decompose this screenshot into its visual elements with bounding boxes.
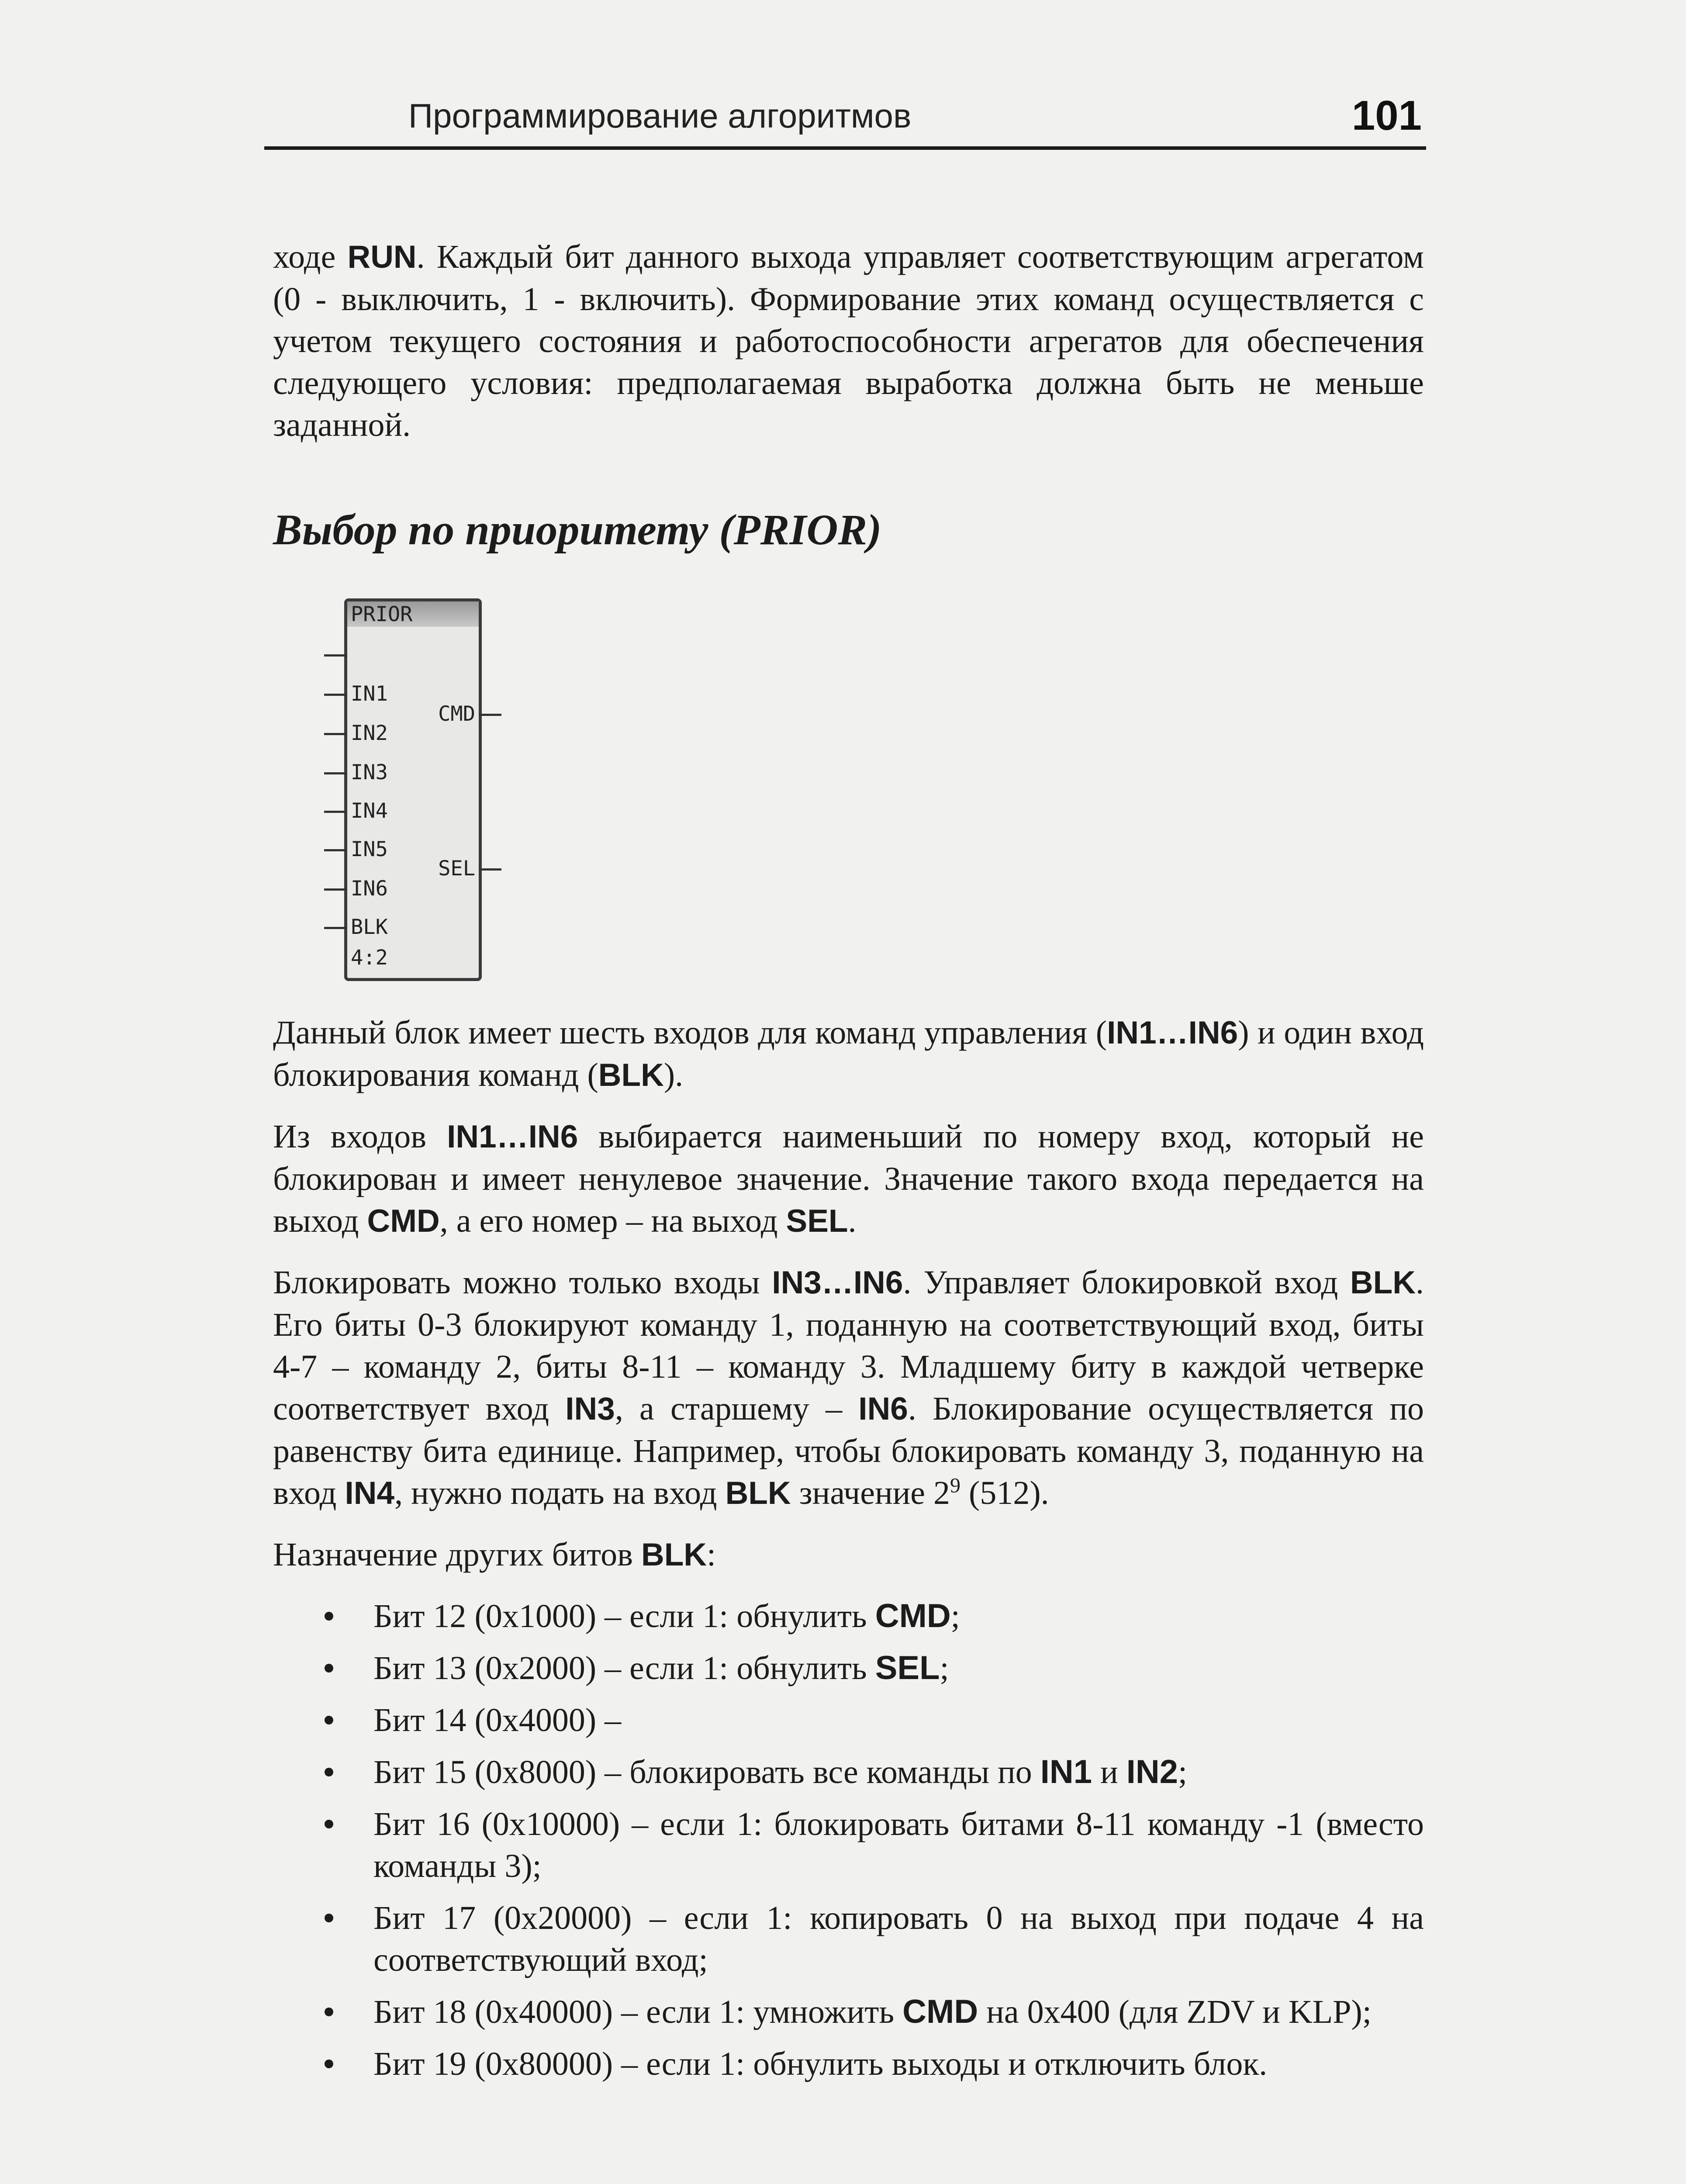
section-title: Выбор по приоритету (PRIOR) — [273, 505, 882, 554]
pin-blk: BLK — [351, 915, 388, 939]
input-stub-blank — [324, 654, 347, 657]
list-item: Бит 17 (0x20000) – если 1: копировать 0 на выход при подаче 4 на соответствующий вход; — [273, 1897, 1424, 1981]
list-item: Бит 18 (0x40000) – если 1: умножить CMD на 0x400 (для ZDV и KLP); — [273, 1991, 1424, 2033]
input-stub-in3 — [324, 772, 347, 774]
keyword-run: RUN — [347, 239, 417, 275]
list-item: Бит 12 (0x1000) – если 1: обнулить CMD; — [273, 1595, 1424, 1637]
description-block — [273, 1012, 1424, 2095]
bits-list — [273, 1595, 1424, 2085]
pin-in2: IN2 — [351, 721, 388, 745]
list-item: Бит 19 (0x80000) – если 1: обнулить выходы и отключить блок. — [273, 2043, 1424, 2085]
paragraph-other-bits: Назначение других битов BLK: — [273, 1536, 716, 1573]
list-item: Бит 14 (0x4000) – — [273, 1699, 1424, 1741]
paragraph-inputs: Данный блок имеет шесть входов для команд управления (IN1…IN6) и один вход блокирования команд (BLK). — [273, 1014, 1424, 1093]
input-stub-in4 — [324, 811, 347, 813]
page-number: 101 — [1351, 92, 1422, 139]
output-stub-sel — [479, 868, 501, 871]
pin-in4: IN4 — [351, 799, 388, 823]
paragraph-selection: Из входов IN1…IN6 выбирается наименьший по номеру вход, который не блокирован и имеет ненулевое значение. Значение такого входа передается на выход CMD, а его номер – на выход SEL. — [273, 1118, 1424, 1239]
input-stub-in1 — [324, 694, 347, 696]
block-name: PRIOR — [351, 602, 413, 626]
header-rule — [264, 146, 1426, 150]
input-stub-in5 — [324, 849, 347, 851]
intro-block — [273, 236, 1424, 465]
output-stub-cmd — [479, 714, 501, 716]
pin-cmd: CMD — [438, 702, 475, 726]
pin-sel: SEL — [438, 857, 475, 881]
running-title: Программирование алгоритмов — [408, 97, 912, 135]
intro-paragraph: ходе RUN. Каждый бит данного выхода управляет соответствующим агрегатом (0 - выключить, 1 - включить). Формирование этих команд осуществляется с учетом текущего состояния и работоспособности агрегатов для обеспечения следующего условия: предполагаемая выработка должна быть не меньше заданной. — [273, 238, 1424, 443]
list-item: Бит 16 (0x10000) – если 1: блокировать битами 8-11 команду -1 (вместо команды 3); — [273, 1803, 1424, 1887]
prior-block-diagram — [344, 598, 482, 981]
input-stub-in2 — [324, 733, 347, 735]
pin-in6: IN6 — [351, 877, 388, 901]
pin-in5: IN5 — [351, 837, 388, 861]
input-stub-in6 — [324, 888, 347, 891]
pin-in1: IN1 — [351, 682, 388, 706]
page-header — [264, 87, 1426, 149]
list-item: Бит 13 (0x2000) – если 1: обнулить SEL; — [273, 1647, 1424, 1689]
input-stub-blk — [324, 927, 347, 929]
block-ratio: 4:2 — [351, 946, 388, 970]
paragraph-blocking: Блокировать можно только входы IN3…IN6. Управляет блокировкой вход BLK. Его биты 0-3 блокируют команду 1, поданную на соответствующий вход, биты 4-7 – команду 2, биты 8-11 – команду 3. Младшему биту в каждой четверке соответствует вход IN3, а старшему – IN6. Блокирование осуществляется по равенству бита единице. Например, чтобы блокировать команду 3, поданную на вход IN4, нужно подать на вход BLK значение $2^9$ (512). — [273, 1264, 1424, 1511]
list-item: Бит 15 (0x8000) – блокировать все команды по IN1 и IN2; — [273, 1751, 1424, 1793]
pin-in3: IN3 — [351, 760, 388, 784]
